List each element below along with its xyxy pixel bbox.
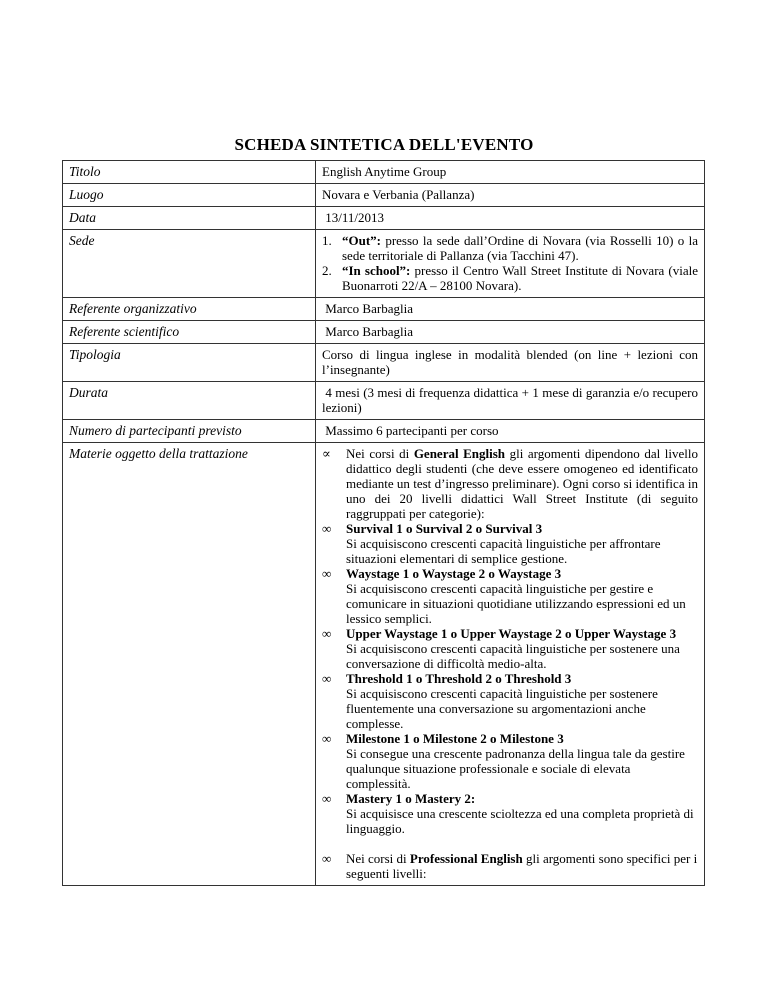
row-value: Novara e Verbania (Pallanza) [316,184,705,207]
row-label: Durata [63,382,316,420]
row-label: Luogo [63,184,316,207]
infinity-bullet-icon: ∞ [322,851,332,866]
list-text [346,851,698,881]
course-type: Professional English [409,851,523,866]
row-value [316,298,705,321]
sede-name: “Out”: [342,233,381,248]
infinity-bullet-icon: ∞ [322,626,332,641]
level-title: Mastery 1 o Mastery 2: [346,791,476,806]
list-text [346,671,698,731]
list-spacer [322,836,698,851]
level-desc: Si acquisisce una crescente scioltezza ed una completa proprietà di linguaggio. [346,806,694,836]
table-row [63,207,705,230]
table-row [63,382,705,420]
materie-list [322,446,698,881]
level-desc: Si acquisiscono crescenti capacità linguistiche per affrontare situazioni elementari di semplice gestione. [346,536,661,566]
date-value: 13/11/2013 [325,210,384,225]
infinity-bullet-icon: ∞ [322,791,332,806]
table-row [63,161,705,184]
list-item [322,626,698,671]
level-title: Upper Waystage 1 o Upper Waystage 2 o Upper Waystage 3 [346,626,677,641]
list-text [342,233,698,263]
table-row [63,443,705,886]
intro-post: gli argomenti dipendono dal livello didattico degli studenti (che deve essere omogeneo ed identificato mediante un test d’ingresso preliminare). Ogni corso si identifica in uno dei 20 livelli didattici Wall Street Institute (di seguito raggruppati per categorie): [346,446,698,521]
level-desc: Si acquisiscono crescenti capacità linguistiche per sostenere fluentemente una conversazione su argomentazioni anche complesse. [346,686,658,731]
proportional-bullet-icon: ∝ [322,446,331,461]
infinity-bullet-icon: ∞ [322,521,332,536]
level-desc: Si consegue una crescente padronanza della lingua tale da gestire qualunque situazione professionale e sociale di elevata complessità. [346,746,685,791]
infinity-bullet-icon: ∞ [322,566,332,581]
row-label: Referente organizzativo [63,298,316,321]
table-row [63,230,705,298]
row-value [316,443,705,886]
list-item [322,263,698,293]
list-text [346,566,698,626]
sede-list [322,233,698,293]
table-row [63,184,705,207]
row-value [316,321,705,344]
sede-name: “In school”: [342,263,411,278]
list-text [346,731,698,791]
level-desc: Si acquisiscono crescenti capacità linguistiche per sostenere una conversazione di difficoltà medio-alta. [346,641,680,671]
event-summary-table [62,160,705,886]
page-title: SCHEDA SINTETICA DELL'EVENTO [234,135,534,154]
professional-post: gli argomenti sono specifici per i seguenti livelli: [346,851,698,881]
durata-value: 4 mesi (3 mesi di frequenza didattica + 1 mese di garanzia e/o recupero lezioni) [322,385,698,415]
row-value: Corso di lingua inglese in modalità blended (on line + lezioni con l’insegnante) [316,344,705,382]
level-title: Waystage 1 o Waystage 2 o Waystage 3 [346,566,562,581]
list-item [322,791,698,836]
list-item [322,731,698,791]
list-text [346,626,698,671]
list-text [342,263,698,293]
infinity-bullet-icon: ∞ [322,671,332,686]
ref-org-value: Marco Barbaglia [325,301,413,316]
row-value [316,382,705,420]
level-title: Survival 1 o Survival 2 o Survival 3 [346,521,543,536]
row-value: English Anytime Group [316,161,705,184]
table-row [63,321,705,344]
table-row [63,420,705,443]
list-item [322,521,698,566]
list-number: 2. [322,263,332,278]
list-item [322,566,698,626]
intro-pre: Nei corsi di [346,446,414,461]
list-text [346,791,698,836]
row-label: Numero di partecipanti previsto [63,420,316,443]
list-item [322,671,698,731]
row-label: Referente scientifico [63,321,316,344]
table-row [63,344,705,382]
ref-sci-value: Marco Barbaglia [325,324,413,339]
level-title: Milestone 1 o Milestone 2 o Milestone 3 [346,731,564,746]
list-item [322,851,698,881]
row-value [316,230,705,298]
course-type: General English [413,446,506,461]
list-text [346,521,698,566]
infinity-bullet-icon: ∞ [322,731,332,746]
table-row [63,298,705,321]
partecipanti-value: Massimo 6 partecipanti per corso [325,423,499,438]
row-label: Tipologia [63,344,316,382]
list-number: 1. [322,233,332,248]
row-label: Materie oggetto della trattazione [63,443,316,886]
professional-pre: Nei corsi di [346,851,410,866]
row-value [316,420,705,443]
sede-address: presso la sede dall’Ordine di Novara (via Rosselli 10) o la sede territoriale di Pallanza (via Tacchini 47). [342,233,698,263]
row-label: Titolo [63,161,316,184]
row-label: Sede [63,230,316,298]
level-title: Threshold 1 o Threshold 2 o Threshold 3 [346,671,572,686]
sede-address: presso il Centro Wall Street Institute di Novara (viale Buonarroti 22/A – 28100 Novara). [342,263,698,293]
list-item [322,233,698,263]
row-label: Data [63,207,316,230]
list-text [346,446,698,521]
row-value [316,207,705,230]
level-desc: Si acquisiscono crescenti capacità linguistiche per gestire e comunicare in situazioni quotidiane utilizzando espressioni ed un lessico semplici. [346,581,686,626]
list-item [322,446,698,521]
